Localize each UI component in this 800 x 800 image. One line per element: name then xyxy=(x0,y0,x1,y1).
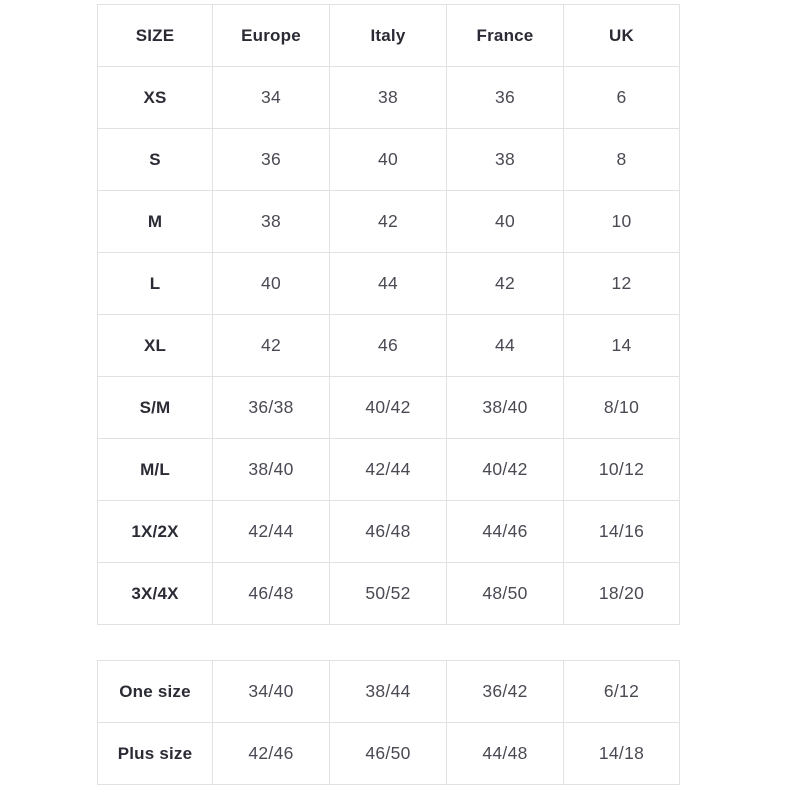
size-value-cell: 6 xyxy=(564,67,680,129)
size-value-cell: 46/48 xyxy=(330,501,447,563)
size-value-cell: 42/46 xyxy=(213,723,330,785)
size-value-cell: 34/40 xyxy=(213,661,330,723)
column-header: France xyxy=(447,5,564,67)
row-label: One size xyxy=(98,661,213,723)
row-label: XS xyxy=(98,67,213,129)
table-row xyxy=(98,723,680,785)
table-row xyxy=(98,563,680,625)
size-value-cell: 38/40 xyxy=(447,377,564,439)
size-value-cell: 36 xyxy=(213,129,330,191)
size-value-cell: 34 xyxy=(213,67,330,129)
size-value-cell: 10 xyxy=(564,191,680,253)
size-value-cell: 12 xyxy=(564,253,680,315)
size-value-cell: 38 xyxy=(213,191,330,253)
row-label: S/M xyxy=(98,377,213,439)
size-value-cell: 8 xyxy=(564,129,680,191)
row-label: S xyxy=(98,129,213,191)
header-row xyxy=(98,5,680,67)
size-value-cell: 38/40 xyxy=(213,439,330,501)
size-value-cell: 46/48 xyxy=(213,563,330,625)
size-value-cell: 44/48 xyxy=(447,723,564,785)
size-value-cell: 44/46 xyxy=(447,501,564,563)
size-value-cell: 44 xyxy=(447,315,564,377)
size-value-cell: 40 xyxy=(447,191,564,253)
size-value-cell: 46/50 xyxy=(330,723,447,785)
table-row xyxy=(98,501,680,563)
column-header: UK xyxy=(564,5,680,67)
size-value-cell: 36/38 xyxy=(213,377,330,439)
column-header: SIZE xyxy=(98,5,213,67)
column-header: Italy xyxy=(330,5,447,67)
column-header: Europe xyxy=(213,5,330,67)
size-conversion-chart xyxy=(97,4,679,785)
size-value-cell: 48/50 xyxy=(447,563,564,625)
size-value-cell: 36 xyxy=(447,67,564,129)
row-label: 1X/2X xyxy=(98,501,213,563)
size-value-cell: 42 xyxy=(330,191,447,253)
size-value-cell: 6/12 xyxy=(564,661,680,723)
table-row xyxy=(98,377,680,439)
size-value-cell: 40 xyxy=(213,253,330,315)
table-row xyxy=(98,129,680,191)
table-row xyxy=(98,661,680,723)
size-value-cell: 42/44 xyxy=(330,439,447,501)
size-value-cell: 42 xyxy=(447,253,564,315)
row-label: 3X/4X xyxy=(98,563,213,625)
special-size-table xyxy=(97,660,680,785)
size-value-cell: 38/44 xyxy=(330,661,447,723)
size-value-cell: 18/20 xyxy=(564,563,680,625)
size-value-cell: 14 xyxy=(564,315,680,377)
size-value-cell: 40/42 xyxy=(330,377,447,439)
row-label: Plus size xyxy=(98,723,213,785)
table-row xyxy=(98,439,680,501)
size-value-cell: 10/12 xyxy=(564,439,680,501)
table-row xyxy=(98,253,680,315)
row-label: M/L xyxy=(98,439,213,501)
size-value-cell: 36/42 xyxy=(447,661,564,723)
size-value-cell: 14/16 xyxy=(564,501,680,563)
table-row xyxy=(98,315,680,377)
row-label: XL xyxy=(98,315,213,377)
size-value-cell: 40/42 xyxy=(447,439,564,501)
size-value-cell: 46 xyxy=(330,315,447,377)
size-value-cell: 14/18 xyxy=(564,723,680,785)
row-label: M xyxy=(98,191,213,253)
size-conversion-table xyxy=(97,4,680,625)
table-row xyxy=(98,67,680,129)
size-value-cell: 50/52 xyxy=(330,563,447,625)
size-value-cell: 42 xyxy=(213,315,330,377)
size-value-cell: 42/44 xyxy=(213,501,330,563)
size-value-cell: 38 xyxy=(447,129,564,191)
size-value-cell: 40 xyxy=(330,129,447,191)
table-row xyxy=(98,191,680,253)
row-label: L xyxy=(98,253,213,315)
size-value-cell: 44 xyxy=(330,253,447,315)
size-value-cell: 8/10 xyxy=(564,377,680,439)
size-value-cell: 38 xyxy=(330,67,447,129)
